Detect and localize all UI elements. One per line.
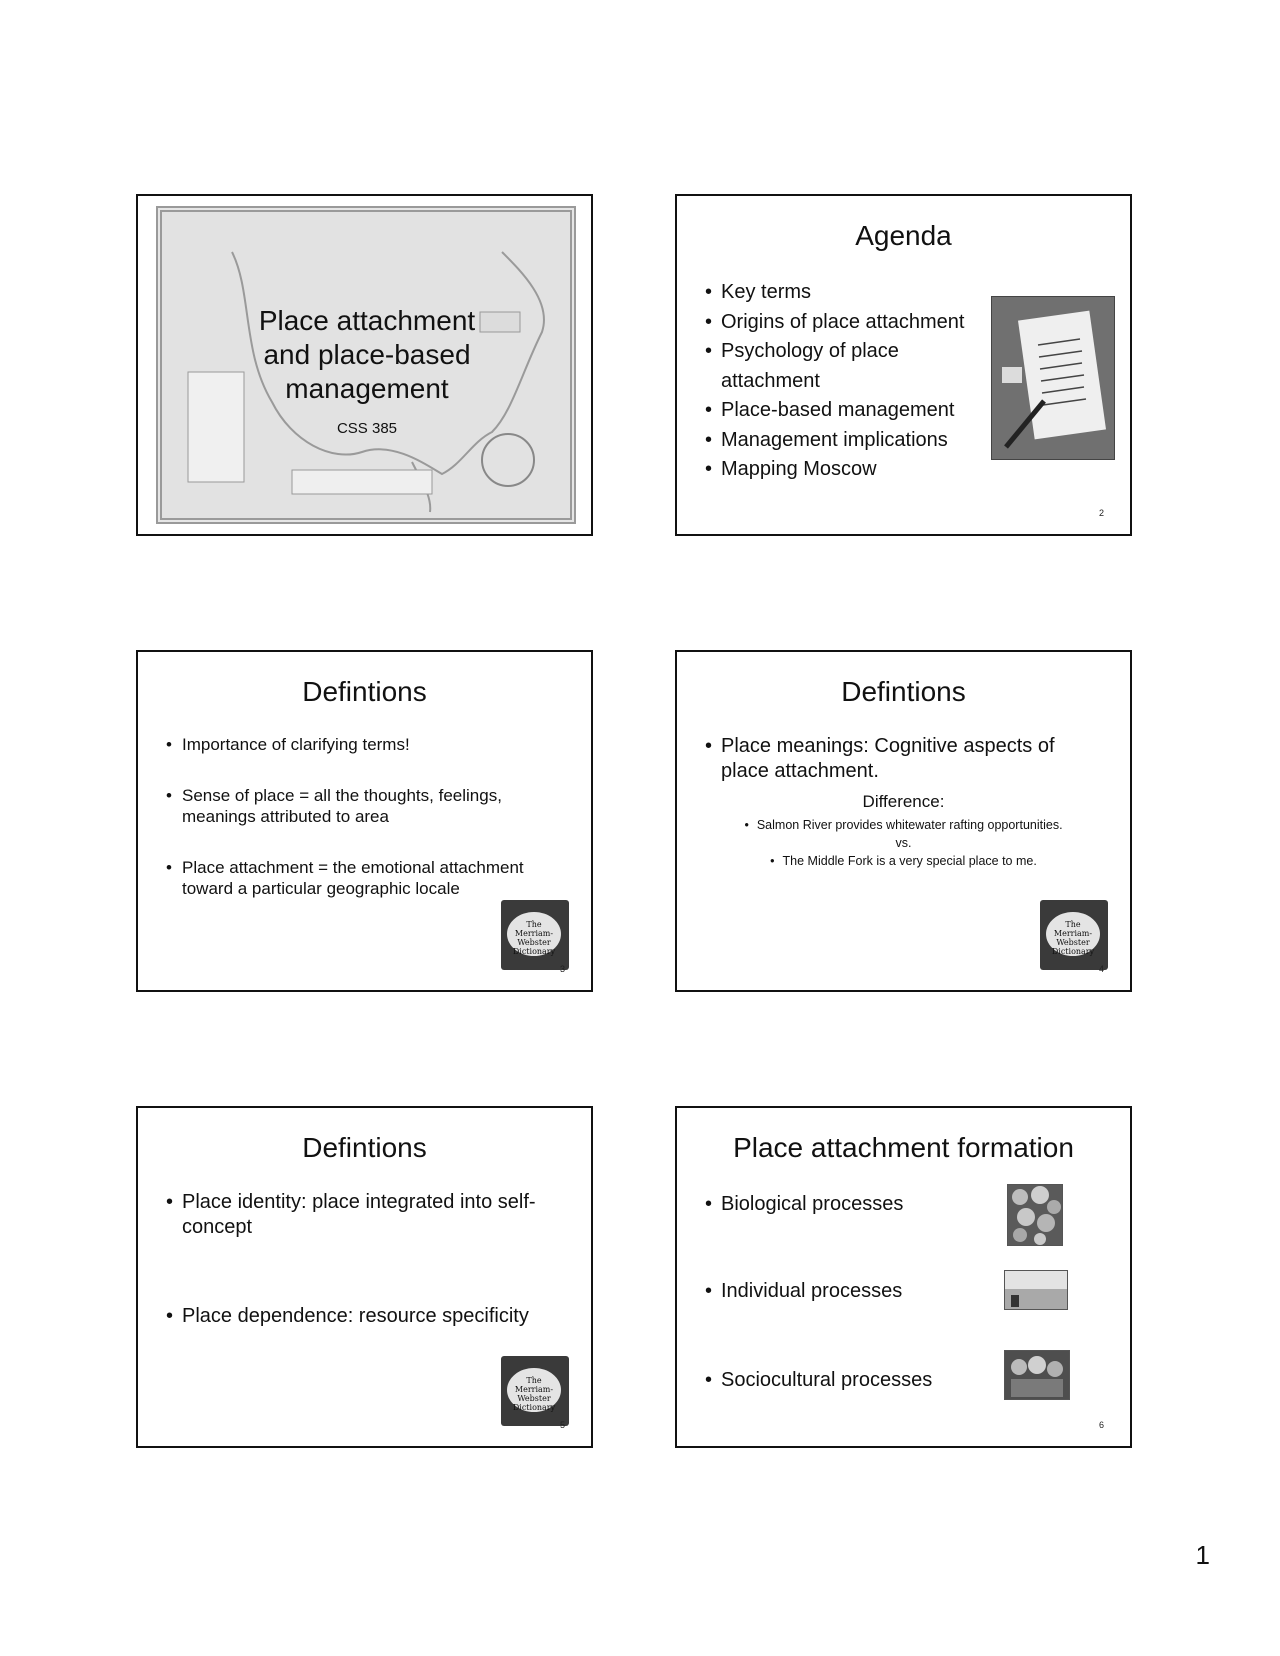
list-item: • Place identity: place integrated into self-concept [164, 1190, 564, 1240]
dictionary-badge [1046, 912, 1100, 956]
landscape-icon [1005, 1271, 1067, 1309]
badge-line: Dictionary [512, 947, 556, 956]
title-line-2: and place-based [263, 339, 471, 370]
agenda-list [703, 278, 983, 485]
badge-line: Merriam- [514, 1385, 554, 1394]
slide-2-title: Agenda [855, 220, 952, 251]
difference-label: Difference: [862, 792, 945, 811]
badge-line: Webster [517, 938, 551, 947]
slide-5-thumbnail [136, 1106, 593, 1448]
badge-line: Merriam- [1053, 929, 1093, 938]
slide-1-subtitle: CSS 385 [336, 420, 398, 437]
list-item: • Management implications [703, 426, 983, 456]
slide-6-title: Place attachment formation [733, 1132, 1074, 1163]
slide-3-thumbnail [136, 650, 593, 992]
slide-5-title: Defintions [302, 1132, 427, 1163]
badge-line: The [526, 1376, 542, 1385]
slide-1-thumbnail [136, 194, 593, 536]
dictionary-icon [501, 1356, 569, 1426]
list-item: • Origins of place attachment [703, 308, 983, 338]
people-icon [1005, 1351, 1069, 1399]
slide-2-thumbnail [675, 194, 1132, 536]
versus-label: vs. [895, 836, 912, 850]
badge-line: Webster [1056, 938, 1090, 947]
title-line-1: Place attachment [258, 305, 476, 336]
individual-photo [1004, 1270, 1068, 1310]
definitions-list [164, 1190, 564, 1329]
sociocultural-photo [1004, 1350, 1070, 1400]
checklist-icon [992, 297, 1114, 459]
slide-page-number: 4 [1098, 964, 1104, 974]
badge-line: Dictionary [512, 1403, 556, 1412]
slide-page-number: 2 [1098, 508, 1104, 518]
vintage-map-image [156, 206, 576, 524]
list-item: • Sense of place = all the thoughts, feelings, meanings attributed to area [164, 785, 564, 827]
list-item: • Sociocultural processes [703, 1368, 993, 1393]
list-item: • Place dependence: resource specificity [164, 1304, 564, 1329]
list-item: • Importance of clarifying terms! [164, 734, 564, 755]
slide-4-thumbnail [675, 650, 1132, 992]
list-item: • Individual processes [703, 1279, 993, 1304]
document-page-number: 1 [1195, 1540, 1210, 1570]
example-2 [677, 854, 1130, 868]
title-line-3: management [285, 373, 449, 404]
list-item: • Psychology of place attachment [703, 337, 983, 396]
badge-line: Webster [517, 1394, 551, 1403]
badge-line: The [1065, 920, 1081, 929]
list-item: • Place attachment = the emotional attachment toward a particular geographic locale [164, 857, 564, 899]
cells-icon [1008, 1185, 1062, 1245]
dictionary-icon [1040, 900, 1108, 970]
bullet-icon: • [770, 854, 775, 868]
example-1 [677, 818, 1130, 832]
slide-1-title [222, 304, 512, 406]
slide-page-number: 6 [1098, 1420, 1104, 1430]
slide-3-title: Defintions [302, 676, 427, 707]
biological-photo [1007, 1184, 1063, 1246]
list-item: • Biological processes [703, 1192, 993, 1217]
list-item: • Mapping Moscow [703, 455, 983, 485]
list-item: • Place-based management [703, 396, 983, 426]
slide-4-title: Defintions [841, 676, 966, 707]
example-2-text: The Middle Fork is a very special place to me. [782, 854, 1037, 868]
list-item: • Key terms [703, 278, 983, 308]
example-1-text: Salmon River provides whitewater rafting opportunities. [756, 818, 1063, 832]
bullet-icon: • [744, 818, 749, 832]
slide-page-number: 3 [559, 964, 565, 974]
slide-6-thumbnail [675, 1106, 1132, 1448]
badge-line: Merriam- [514, 929, 554, 938]
badge-line: Dictionary [1051, 947, 1095, 956]
badge-line: The [526, 920, 542, 929]
list-item: • Place meanings: Cognitive aspects of place attachment. [703, 734, 1103, 784]
slide-page-number: 5 [559, 1420, 565, 1430]
definitions-list [703, 734, 1103, 784]
dictionary-icon [501, 900, 569, 970]
todo-list-photo [991, 296, 1115, 460]
dictionary-badge [507, 912, 561, 956]
dictionary-badge [507, 1368, 561, 1412]
formation-list [703, 1192, 993, 1393]
